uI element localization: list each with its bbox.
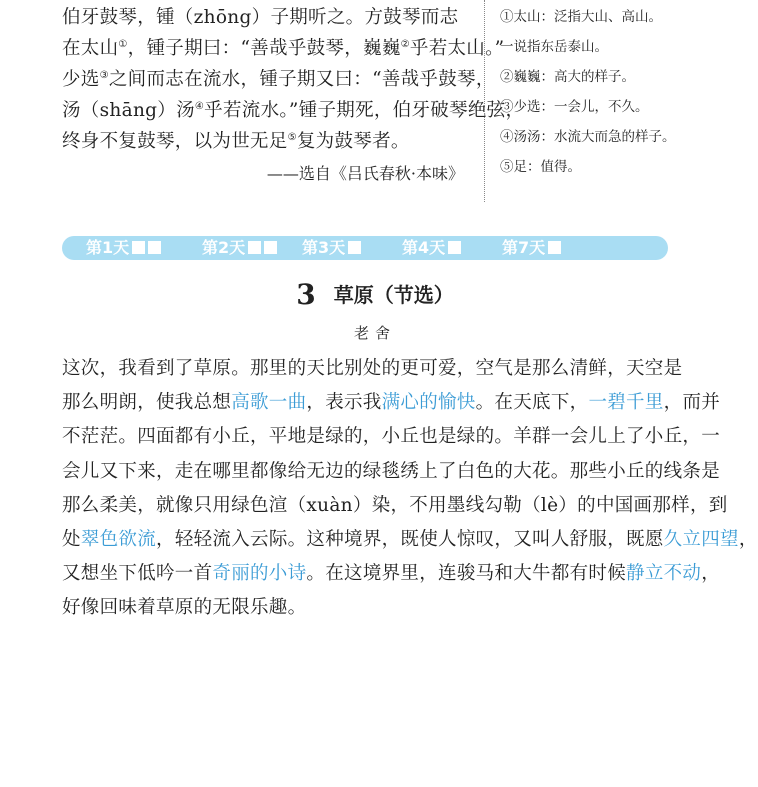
highlighted-phrase: 高歌一曲: [231, 392, 307, 414]
poem-line: 汤（shāng）汤④乎若流水。”锺子期死，伯牙破琴绝弦，: [62, 100, 525, 121]
note-item: ⑤足：值得。: [500, 159, 581, 175]
lesson-author: 老舍: [353, 324, 396, 342]
body-line: 又想坐下低吟一首奇丽的小诗。在这境界里，连骏马和大牛都有时候静立不动，: [62, 563, 721, 585]
body-line: 这次，我看到了草原。那里的天比别处的更可爱，空气是那么清鲜，天空是: [62, 358, 683, 379]
lesson-body: [62, 352, 758, 626]
lesson-heading: [0, 278, 750, 311]
highlighted-phrase: 翠色欲流: [80, 528, 157, 550]
poem-line: 少选③之间而志在流水，锺子期又曰：“善哉乎鼓琴，: [62, 69, 495, 90]
poem-line: 终身不复鼓琴，以为世无足⑤复为鼓琴者。: [62, 131, 410, 152]
note-item: ③少选：一会儿，不久。: [500, 99, 649, 115]
body-line: 那么明朗，使我总想高歌一曲，表示我满心的愉快。在天底下，一碧千里，而并: [62, 392, 721, 414]
highlighted-phrase: 奇丽的小诗: [212, 563, 307, 585]
footnote-marker: ①: [118, 38, 128, 50]
day-item-7: [502, 236, 561, 260]
highlighted-phrase: 满心的愉快: [381, 392, 476, 414]
day-label: 第2天: [202, 238, 246, 257]
highlighted-phrase: 一碧千里: [588, 392, 664, 414]
checkbox-square[interactable]: [148, 241, 161, 254]
day-label: 第3天: [302, 238, 346, 257]
day-item-3: [302, 236, 361, 260]
day-label: 第1天: [86, 238, 130, 257]
checkbox-square[interactable]: [448, 241, 461, 254]
note-item: ②巍巍：高大的样子。: [500, 69, 635, 85]
checkbox-square[interactable]: [348, 241, 361, 254]
day-item-4: [402, 236, 461, 260]
note-item: 一说指东岳泰山。: [500, 39, 608, 55]
poem-line: 伯牙鼓琴，锺（zhōng）子期听之。方鼓琴而志: [62, 7, 459, 28]
poem-line: 在太山①，锺子期曰：“善哉乎鼓琴，巍巍②乎若太山。”: [62, 38, 505, 59]
poem-lines: [62, 2, 525, 157]
poem-source: ——选自《吕氏春秋·本味》: [266, 164, 464, 183]
body-line: 会儿又下来，走在哪里都像给无边的绿毯绣上了白色的大花。那些小丘的线条是: [62, 460, 721, 482]
lesson-number: 3: [296, 278, 316, 311]
lesson-title: 草原（节选）: [333, 283, 454, 307]
reading-day-tracker: [62, 236, 668, 260]
checkbox-square[interactable]: [248, 241, 261, 254]
day-label: 第7天: [502, 238, 546, 257]
footnote-marker: ④: [194, 100, 205, 112]
checkbox-square[interactable]: [548, 241, 561, 254]
day-item-2: [202, 236, 277, 260]
footnote-marker: ③: [99, 69, 109, 81]
day-item-1: [86, 236, 161, 260]
checkbox-square[interactable]: [264, 241, 277, 254]
note-item: ①太山：泛指大山、高山。: [500, 9, 662, 25]
footnote-marker: ⑤: [287, 131, 297, 143]
highlighted-phrase: 久立四望: [663, 528, 739, 550]
checkbox-square[interactable]: [132, 241, 145, 254]
notes-divider: [484, 0, 485, 202]
body-line: 处翠色欲流，轻轻流入云际。这种境界，既使人惊叹，又叫人舒服，既愿久立四望，: [62, 528, 758, 550]
footnote-marker: ②: [400, 38, 410, 50]
classical-poem: [62, 2, 525, 189]
body-line: 不茫茫。四面都有小丘，平地是绿的，小丘也是绿的。羊群一会儿上了小丘，一: [62, 426, 721, 448]
note-item: ④汤汤：水流大而急的样子。: [500, 129, 676, 145]
annotation-notes: [500, 2, 745, 182]
body-line: 好像回味着草原的无限乐趣。: [62, 597, 307, 619]
day-label: 第4天: [402, 238, 446, 257]
highlighted-phrase: 静立不动: [626, 563, 702, 585]
body-line: 那么柔美，就像只用绿色渲（xuàn）染，不用墨线勾勒（lè）的中国画那样，到: [62, 494, 728, 516]
